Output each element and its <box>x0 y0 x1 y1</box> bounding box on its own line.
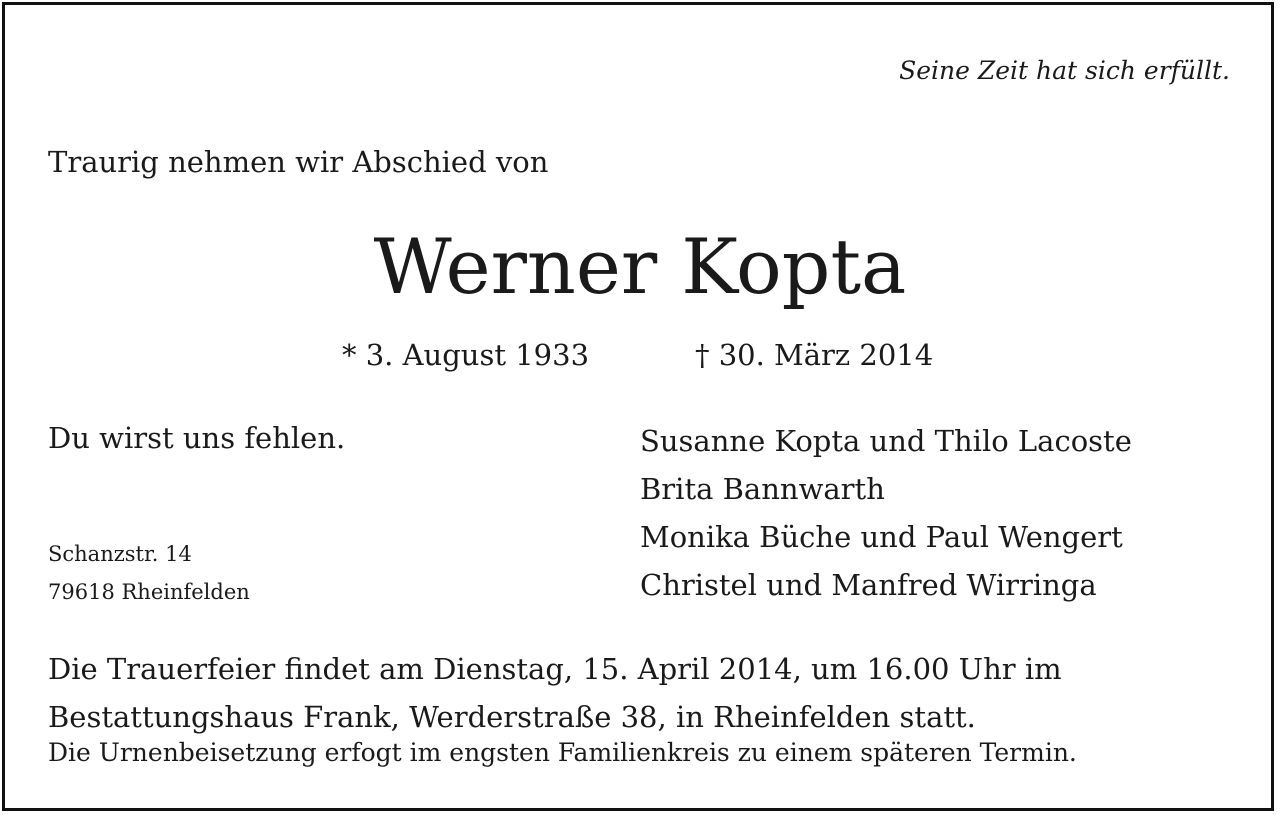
burial-notice: Die Urnenbeisetzung erfogt im engsten Familienkreis zu einem späteren Termin. <box>48 738 1077 767</box>
mourner-line: Christel und Manfred Wirringa <box>640 568 1097 602</box>
mourners-list <box>640 417 1132 609</box>
address-city: 79618 Rheinfelden <box>48 580 250 604</box>
mourner-line: Susanne Kopta und Thilo Lacoste <box>640 424 1132 458</box>
farewell-text: Du wirst uns fehlen. <box>48 421 346 455</box>
ceremony-line-1: Die Trauerfeier findet am Dienstag, 15. April 2014, um 16.00 Uhr im <box>48 652 1062 686</box>
motto-text: Seine Zeit hat sich erfüllt. <box>899 56 1230 85</box>
mourner-line: Brita Bannwarth <box>640 472 885 506</box>
ceremony-line-2: Bestattungshaus Frank, Werderstraße 38, in Rheinfelden statt. <box>48 700 976 734</box>
deceased-name: Werner Kopta <box>373 222 907 311</box>
birth-date: * 3. August 1933 <box>342 338 590 372</box>
mourner-line: Monika Büche und Paul Wengert <box>640 520 1123 554</box>
ceremony-notice <box>48 645 1062 741</box>
address-block <box>48 535 250 611</box>
intro-text: Traurig nehmen wir Abschied von <box>48 145 549 179</box>
address-street: Schanzstr. 14 <box>48 542 192 566</box>
death-date: † 30. März 2014 <box>695 338 934 372</box>
